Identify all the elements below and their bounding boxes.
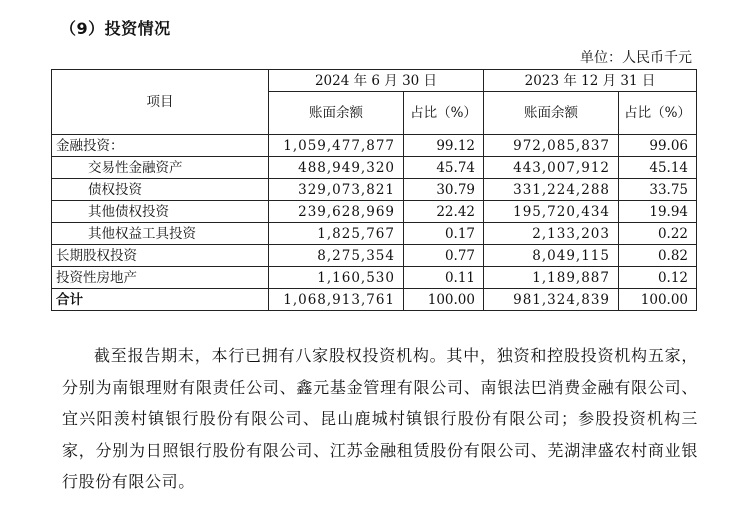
table-header-row (52, 70, 697, 92)
cell-balance-2024: 1,068,913,761 (269, 289, 404, 311)
row-label: 其他权益工具投资 (52, 223, 269, 245)
cell-balance-2024: 1,059,477,877 (269, 135, 404, 157)
cell-balance-2024: 8,275,354 (269, 245, 404, 267)
cell-balance-2023: 331,224,288 (484, 179, 619, 201)
header-ratio-2024: 占比（%） (404, 92, 484, 135)
cell-ratio-2024: 100.00 (404, 289, 484, 311)
table-row (52, 223, 697, 245)
table-row (52, 179, 697, 201)
cell-ratio-2024: 0.17 (404, 223, 484, 245)
header-ratio-2023: 占比（%） (619, 92, 697, 135)
cell-balance-2024: 488,949,320 (269, 157, 404, 179)
cell-ratio-2024: 0.11 (404, 267, 484, 289)
table-row (52, 135, 697, 157)
header-balance-2024: 账面余额 (269, 92, 404, 135)
row-label: 金融投资： (52, 135, 269, 157)
header-item: 项目 (52, 70, 269, 135)
cell-ratio-2023: 45.14 (619, 157, 697, 179)
cell-ratio-2023: 33.75 (619, 179, 697, 201)
cell-balance-2023: 1,189,887 (484, 267, 619, 289)
body-paragraph: 截至报告期末，本行已拥有八家股权投资机构。其中，独资和控股投资机构五家，分别为南银理财有限责任公司、鑫元基金管理有限公司、南银法巴消费金融有限公司、宜兴阳羡村镇银行股份有限公司、昆山鹿城村镇银行股份有限公司；参股投资机构三家，分别为日照银行股份有限公司、江苏金融租赁股份有限公司、芜湖津盛农村商业银行股份有限公司。 (62, 346, 698, 491)
cell-balance-2024: 1,825,767 (269, 223, 404, 245)
header-period-2024: 2024 年 6 月 30 日 (269, 70, 484, 92)
cell-ratio-2024: 45.74 (404, 157, 484, 179)
table-row (52, 267, 697, 289)
cell-balance-2023: 972,085,837 (484, 135, 619, 157)
row-label: 债权投资 (52, 179, 269, 201)
header-period-2023: 2023 年 12 月 31 日 (484, 70, 697, 92)
table-total-row (52, 289, 697, 311)
cell-ratio-2023: 0.82 (619, 245, 697, 267)
investment-table (51, 69, 697, 311)
row-label: 投资性房地产 (52, 267, 269, 289)
cell-ratio-2023: 19.94 (619, 201, 697, 223)
cell-balance-2024: 1,160,530 (269, 267, 404, 289)
cell-ratio-2023: 100.00 (619, 289, 697, 311)
row-label: 交易性金融资产 (52, 157, 269, 179)
cell-balance-2024: 239,628,969 (269, 201, 404, 223)
cell-balance-2024: 329,073,821 (269, 179, 404, 201)
row-label: 长期股权投资 (52, 245, 269, 267)
table-row (52, 157, 697, 179)
cell-ratio-2024: 99.12 (404, 135, 484, 157)
cell-balance-2023: 443,007,912 (484, 157, 619, 179)
header-balance-2023: 账面余额 (484, 92, 619, 135)
cell-balance-2023: 195,720,434 (484, 201, 619, 223)
section-heading: （9）投资情况 (60, 19, 171, 38)
cell-ratio-2023: 99.06 (619, 135, 697, 157)
cell-ratio-2023: 0.12 (619, 267, 697, 289)
cell-balance-2023: 2,133,203 (484, 223, 619, 245)
unit-label: 单位：人民币千元 (580, 50, 692, 66)
row-label: 其他债权投资 (52, 201, 269, 223)
cell-ratio-2023: 0.22 (619, 223, 697, 245)
cell-ratio-2024: 0.77 (404, 245, 484, 267)
cell-ratio-2024: 22.42 (404, 201, 484, 223)
table-row (52, 245, 697, 267)
row-label-total: 合计 (52, 289, 269, 311)
cell-balance-2023: 8,049,115 (484, 245, 619, 267)
table-row (52, 201, 697, 223)
cell-balance-2023: 981,324,839 (484, 289, 619, 311)
cell-ratio-2024: 30.79 (404, 179, 484, 201)
